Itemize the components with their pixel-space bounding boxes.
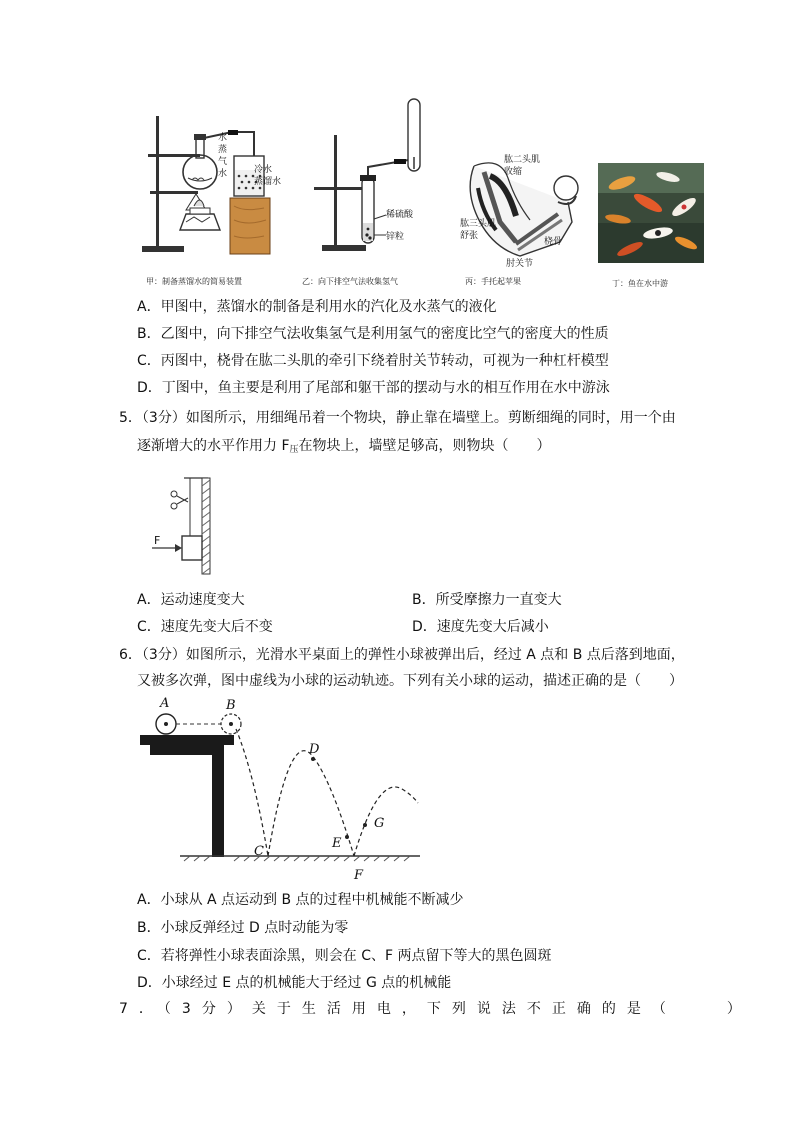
q5-stem-line2-sub: 压	[289, 445, 299, 455]
q6-point-d: D	[309, 742, 320, 757]
q5-stem-line1: 5．（3分）如图所示，用细绳吊着一个物块，静止靠在墙壁上。剪断细绳的同时，用一个由	[119, 410, 676, 426]
hydrogen-collection-drawing	[310, 95, 440, 265]
q4-option-a: A．甲图中，蒸馏水的制备是利用水的汽化及水蒸气的液化	[137, 299, 497, 315]
ball-trajectory-drawing	[136, 693, 426, 885]
q6-point-c: C	[254, 844, 264, 859]
q5-stem-line2-post: 在物块上，墙壁足够高，则物块（ ）	[298, 438, 551, 454]
label-bing-radius: 桡骨	[544, 237, 563, 247]
q7-stem: 7．（3分）关于生活用电，下列说法不正确的是（ ）	[119, 1001, 752, 1017]
wall-block-drawing	[150, 472, 220, 580]
figure-bing	[460, 152, 585, 270]
figure-jia	[136, 110, 282, 270]
q6-option-b: B．小球反弹经过 D 点时动能为零	[137, 920, 349, 936]
q5-stem-line2	[137, 436, 551, 460]
q6-option-d: D．小球经过 E 点的机械能大于经过 G 点的机械能	[137, 975, 452, 991]
q6-stem-line2: 又被多次弹，图中虚线为小球的运动轨迹。下列有关小球的运动，描述正确的是（ ）	[137, 673, 683, 689]
caption-bing: 丙：手托起苹果	[465, 277, 521, 286]
fish-photo-drawing	[598, 163, 704, 263]
label-jia-1: 蒸	[218, 145, 228, 155]
q5-option-a: A．运动速度变大	[137, 592, 245, 608]
label-bing-triceps: 肱三头肌	[460, 219, 497, 229]
q4-option-c: C．丙图中，桡骨在肱二头肌的牵引下绕着肘关节转动，可视为一种杠杆模型	[137, 353, 609, 369]
label-bing-contract: 收缩	[504, 167, 523, 177]
label-yi-zinc: 锌粒	[386, 232, 405, 242]
label-jia-5: 蒸馏水	[254, 177, 282, 187]
figure-ding-fish-photo	[598, 163, 704, 263]
label-bing-relax: 舒张	[460, 231, 479, 241]
q4-option-d: D．丁图中，鱼主要是利用了尾部和躯干部的摆动与水的相互作用在水中游泳	[137, 380, 610, 396]
label-jia-4: 冷水	[254, 165, 273, 175]
label-bing-biceps: 肱二头肌	[504, 155, 541, 165]
label-yi-acid: 稀硫酸	[386, 210, 414, 220]
caption-jia: 甲：制备蒸馏水的简易装置	[146, 277, 242, 286]
caption-yi: 乙：向下排空气法收集氢气	[302, 277, 398, 286]
figure-yi	[310, 95, 440, 265]
figure-q5-wall-block	[150, 472, 220, 580]
q5-stem-line2-pre: 逐渐增大的水平作用力 F	[137, 438, 290, 454]
q5-option-d: D．速度先变大后减小	[412, 619, 549, 635]
q6-point-f: F	[354, 868, 364, 883]
label-bing-elbow: 肘关节	[506, 259, 534, 269]
q5-option-c: C．速度先变大后不变	[137, 619, 273, 635]
figure-q6-ball-trajectory	[136, 693, 426, 885]
label-jia-3: 水	[218, 169, 228, 179]
q6-point-g: G	[374, 816, 385, 831]
label-jia-0: 水	[218, 133, 228, 143]
q6-point-a: A	[160, 696, 170, 711]
caption-ding: 丁：鱼在水中游	[612, 279, 668, 288]
q5-option-b: B．所受摩擦力一直变大	[412, 592, 562, 608]
q6-stem-line1: 6．（3分）如图所示，光滑水平桌面上的弹性小球被弹出后，经过 A 点和 B 点后落到地面，	[119, 647, 685, 663]
q5-force-label: F	[154, 534, 161, 547]
scissors-icon	[171, 491, 188, 509]
label-jia-2: 气	[218, 157, 228, 167]
arm-lever-drawing	[460, 152, 585, 270]
q6-point-b: B	[226, 698, 236, 713]
q4-option-b: B．乙图中，向下排空气法收集氢气是利用氢气的密度比空气的密度大的性质	[137, 326, 609, 342]
q6-option-a: A．小球从 A 点运动到 B 点的过程中机械能不断减少	[137, 892, 464, 908]
q6-option-c: C．若将弹性小球表面涂黑，则会在 C、F 两点留下等大的黑色圆斑	[137, 948, 552, 964]
distillation-apparatus-drawing	[136, 110, 282, 270]
q6-point-e: E	[332, 836, 342, 851]
